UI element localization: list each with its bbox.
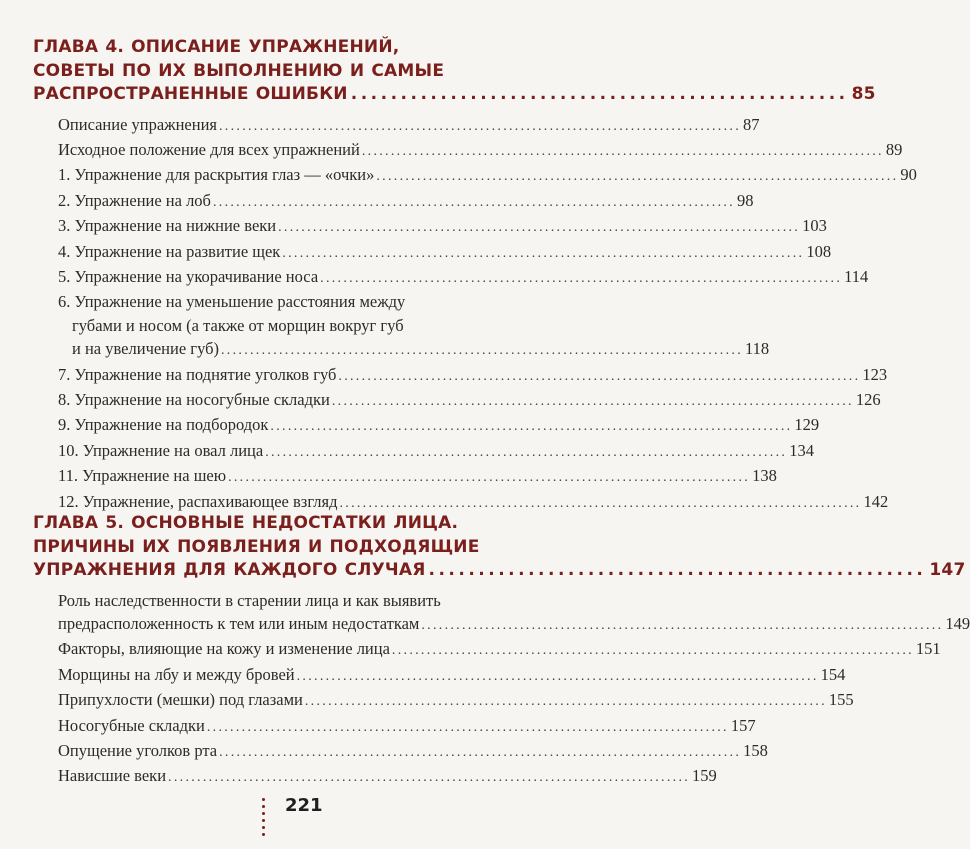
leader-dots: .......................................................................................... [206,719,729,735]
toc-entry[interactable] [58,688,854,713]
entry-title: 9. Упражнение на подбородок [58,415,269,435]
toc-entry[interactable] [58,663,846,688]
entry-title: 3. Упражнение на нижние веки [58,216,277,236]
entry-page: 118 [745,339,770,359]
entry-title-line-3: и на увеличение губ) [72,339,219,359]
leader-dots: .......................................................................................... [265,444,788,460]
entry-title-line-1: Роль наследственности в старении лица и как выявить [58,590,441,610]
toc-entry[interactable] [58,113,760,138]
toc-entry[interactable] [58,265,869,290]
entry-title: 10. Упражнение на овал лица [58,440,264,460]
chapter-5-title-line-2: ПРИЧИНЫ ИХ ПОЯВЛЕНИЯ И ПОДХОДЯЩИЕ [33,536,480,557]
entry-page: 129 [794,415,820,435]
toc-entry[interactable] [58,464,777,489]
leader-dots: .......................................................................................... [339,495,862,511]
chapter-5-section [33,512,970,790]
leader-dots: .......................................................................................... [296,668,819,684]
page-number: 221 [285,795,323,816]
toc-entry[interactable] [58,138,903,163]
chapter-4-page: 85 [851,84,876,104]
toc-entry[interactable] [58,388,881,413]
chapter-5-title-line-3 [33,559,966,583]
entry-title: Исходное положение для всех упражнений [58,139,360,159]
entry-title: 5. Упражнение на укорачивание носа [58,266,319,286]
leader-dots: .......................................................................................... [331,393,854,409]
toc-entry[interactable] [58,714,756,739]
toc-entry[interactable] [58,189,754,214]
chapter-4-section [33,36,917,515]
leader-dots: .................................................. [428,560,927,580]
toc-entry[interactable] [58,589,970,638]
toc-entry[interactable] [58,163,917,188]
entry-page: 149 [945,613,970,633]
entry-page: 134 [789,440,814,460]
leader-dots: .......................................................................................... [228,470,751,486]
entry-title-line-1: 6. Упражнение на уменьшение расстояния между [58,292,406,312]
chapter-5-page: 147 [929,560,966,580]
leader-dots: .......................................................................................... [278,220,801,236]
entry-page: 155 [828,690,854,710]
entry-page: 142 [863,491,889,511]
leader-dots: .......................................................................................... [212,194,735,210]
entry-page: 159 [692,766,717,786]
entry-title: 2. Упражнение на лоб [58,190,211,210]
entry-page: 123 [862,364,888,384]
chapter-5-title-line-1: ГЛАВА 5. ОСНОВНЫЕ НЕДОСТАТКИ ЛИЦА. [33,513,459,533]
toc-entry[interactable] [58,214,827,239]
entry-title: 7. Упражнение на поднятие уголков губ [58,364,337,384]
chapter-4-title-line-1: ГЛАВА 4. ОПИСАНИЕ УПРАЖНЕНИЙ, [33,37,400,57]
leader-dots: .......................................................................................... [376,169,899,185]
leader-dots: .......................................................................................... [361,143,884,159]
entry-title: 12. Упражнение, распахивающее взгляд [58,491,338,511]
entry-page: 114 [844,266,869,286]
toc-entry[interactable] [58,413,820,438]
entry-title-line-2: губами и носом (а также от морщин вокруг губ [72,315,404,335]
leader-dots: .......................................................................................... [270,419,793,435]
entry-title: Нависшие веки [58,766,167,786]
chapter-4-title-line-3 [33,83,876,107]
leader-dots: .......................................................................................... [168,770,691,786]
leader-dots: .......................................................................................... [219,118,741,134]
entry-page: 158 [743,740,768,760]
toc-entry[interactable] [58,739,768,764]
leader-dots: .......................................................................................... [219,744,742,760]
entry-page: 138 [752,466,777,486]
entry-title: 11. Упражнение на шею [58,466,227,486]
entry-page: 90 [900,165,917,185]
toc-entry[interactable] [58,764,717,789]
entry-title: Опущение уголков рта [58,740,218,760]
leader-dots: .................................................. [350,84,849,104]
entry-page: 157 [730,715,756,735]
entry-title: 1. Упражнение для раскрытия глаз — «очки» [58,165,375,185]
toc-entry[interactable] [58,637,941,662]
toc-entry[interactable] [58,439,814,464]
toc-entry[interactable] [58,240,832,265]
toc-entry[interactable] [58,363,888,388]
entry-title: Описание упражнения [58,114,217,134]
leader-dots: .......................................................................................... [391,643,914,659]
leader-dots: .......................................................................................... [338,368,861,384]
chapter-5-title-text: УПРАЖНЕНИЯ ДЛЯ КАЖДОГО СЛУЧАЯ [33,560,426,580]
entry-page: 103 [802,216,827,236]
chapter-4-entries [33,113,917,516]
entry-title-line-2: предрасположенность к тем или иным недостаткам [58,613,420,633]
entry-title: 4. Упражнение на развитие щек [58,241,281,261]
footer-ornament [258,798,268,840]
entry-title: Факторы, влияющие на кожу и изменение лица [58,639,390,659]
entry-title: Припухлости (мешки) под глазами [58,690,303,710]
entry-page: 98 [736,190,754,210]
entry-page: 154 [820,664,846,684]
chapter-4-title-text: РАСПРОСТРАНЕННЫЕ ОШИБКИ [33,84,348,104]
leader-dots: .......................................................................................... [421,617,944,633]
entry-page: 87 [743,114,760,134]
entry-title: 8. Упражнение на носогубные складки [58,389,330,409]
chapter-5-entries [33,589,970,790]
leader-dots: .......................................................................................... [304,694,827,710]
chapter-4-title-line-2: СОВЕТЫ ПО ИХ ВЫПОЛНЕНИЮ И САМЫЕ [33,60,445,81]
toc-entry[interactable] [58,290,770,362]
entry-title: Морщины на лбу и между бровей [58,664,295,684]
entry-page: 108 [806,241,832,261]
entry-page: 89 [885,139,903,159]
leader-dots: .......................................................................................... [221,343,743,359]
entry-page: 151 [915,639,941,659]
entry-title: Носогубные складки [58,715,205,735]
entry-page: 126 [855,389,881,409]
leader-dots: .......................................................................................... [282,245,805,261]
leader-dots: .......................................................................................... [320,270,843,286]
